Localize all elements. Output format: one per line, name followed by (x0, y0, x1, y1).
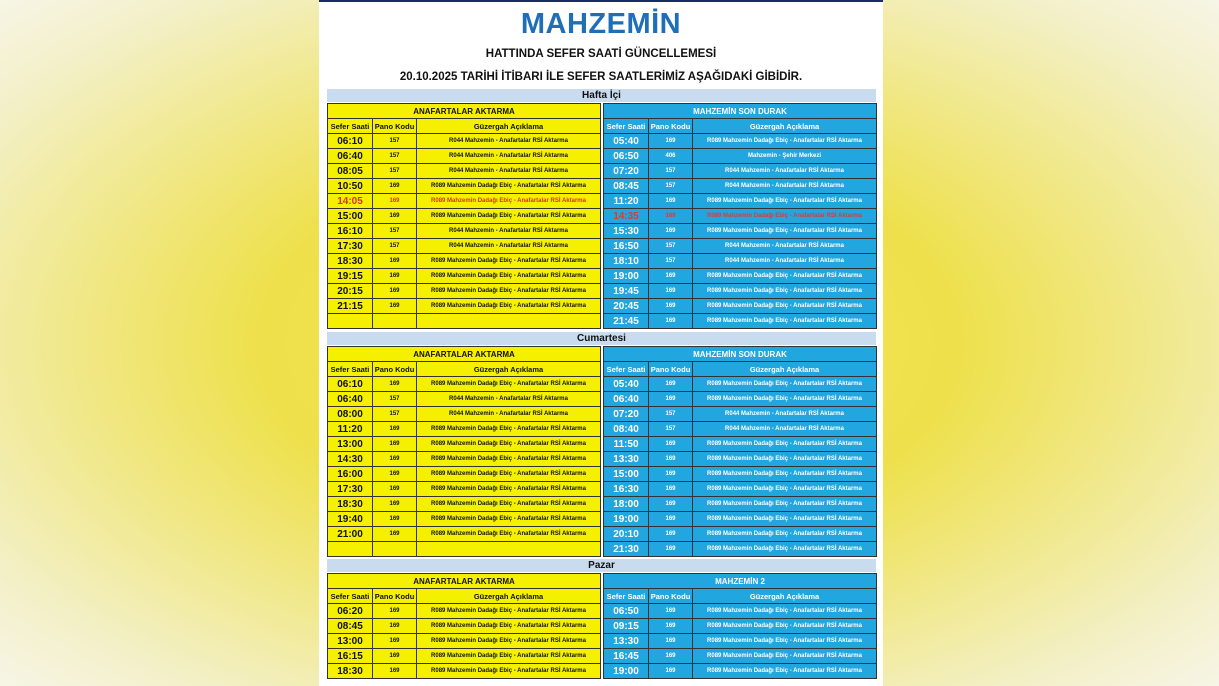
departure-time: 06:50 (604, 604, 649, 619)
board-code: 169 (649, 437, 693, 452)
table-row (604, 649, 877, 664)
table-row (604, 284, 877, 299)
departure-time: 06:50 (604, 149, 649, 164)
departure-time: 20:45 (604, 299, 649, 314)
departure-time: 13:00 (328, 634, 373, 649)
table-row (604, 209, 877, 224)
table-row (328, 239, 601, 254)
board-code: 169 (649, 664, 693, 679)
table-row (328, 542, 601, 557)
route-description: R044 Mahzemin - Anafartalar RSİ Aktarma (693, 254, 877, 269)
weekday-right-table (603, 103, 877, 329)
board-code: 169 (373, 437, 417, 452)
board-code (373, 542, 417, 557)
table-row (604, 149, 877, 164)
board-code: 169 (649, 392, 693, 407)
board-code: 157 (373, 164, 417, 179)
departure-time: 06:20 (328, 604, 373, 619)
table-row (604, 619, 877, 634)
departure-time: 18:10 (604, 254, 649, 269)
table-row (604, 377, 877, 392)
route-description (417, 542, 601, 557)
board-code: 169 (373, 299, 417, 314)
board-code: 157 (373, 407, 417, 422)
board-code: 169 (373, 179, 417, 194)
route-description: R089 Mahzemin Dadağı Ebiç - Anafartalar RSİ Aktarma (417, 422, 601, 437)
table-row (604, 512, 877, 527)
table-row (604, 497, 877, 512)
board-code: 169 (649, 512, 693, 527)
table-row (328, 254, 601, 269)
route-description: R089 Mahzemin Dadağı Ebiç - Anafartalar RSİ Aktarma (417, 284, 601, 299)
table-row (328, 299, 601, 314)
board-code: 169 (649, 377, 693, 392)
departure-time: 06:40 (328, 149, 373, 164)
table-row (604, 422, 877, 437)
departure-time: 08:45 (328, 619, 373, 634)
table-row (604, 542, 877, 557)
table-row (604, 604, 877, 619)
departure-time: 18:30 (328, 664, 373, 679)
table-row (604, 194, 877, 209)
table-row (328, 649, 601, 664)
route-description: R044 Mahzemin - Anafartalar RSİ Aktarma (693, 407, 877, 422)
route-description: R044 Mahzemin - Anafartalar RSİ Aktarma (417, 407, 601, 422)
route-description: R089 Mahzemin Dadağı Ebiç - Anafartalar RSİ Aktarma (693, 134, 877, 149)
route-description: R089 Mahzemin Dadağı Ebiç - Anafartalar RSİ Aktarma (693, 512, 877, 527)
table-row (328, 377, 601, 392)
departure-time: 07:20 (604, 164, 649, 179)
board-code: 169 (373, 194, 417, 209)
table-row (604, 452, 877, 467)
departure-time: 08:00 (328, 407, 373, 422)
departure-time: 21:15 (328, 299, 373, 314)
board-code: 169 (649, 634, 693, 649)
departure-time: 17:30 (328, 482, 373, 497)
column-header-code: Pano Kodu (373, 119, 417, 134)
top-border (319, 0, 883, 2)
departure-time: 16:15 (328, 649, 373, 664)
board-code: 169 (649, 604, 693, 619)
board-code: 157 (373, 392, 417, 407)
column-header-time: Sefer Saati (328, 589, 373, 604)
departure-time: 06:40 (604, 392, 649, 407)
board-code (373, 314, 417, 329)
route-description: R089 Mahzemin Dadağı Ebiç - Anafartalar RSİ Aktarma (417, 497, 601, 512)
route-description: R089 Mahzemin Dadağı Ebiç - Anafartalar RSİ Aktarma (693, 527, 877, 542)
board-code: 157 (373, 224, 417, 239)
route-description: R089 Mahzemin Dadağı Ebiç - Anafartalar RSİ Aktarma (693, 284, 877, 299)
route-description: R089 Mahzemin Dadağı Ebiç - Anafartalar RSİ Aktarma (693, 314, 877, 329)
table-title-row (604, 104, 877, 119)
board-code: 169 (649, 482, 693, 497)
departure-time: 20:15 (328, 284, 373, 299)
table-row (328, 269, 601, 284)
sunday-right-table (603, 573, 877, 679)
table-row (328, 619, 601, 634)
table-title: MAHZEMİN SON DURAK (604, 347, 877, 362)
table-row (604, 254, 877, 269)
departure-time: 17:30 (328, 239, 373, 254)
board-code: 169 (649, 542, 693, 557)
board-code: 169 (373, 269, 417, 284)
board-code: 169 (373, 604, 417, 619)
departure-time: 16:10 (328, 224, 373, 239)
departure-time: 19:00 (604, 269, 649, 284)
route-description: R044 Mahzemin - Anafartalar RSİ Aktarma (417, 392, 601, 407)
departure-time: 11:20 (604, 194, 649, 209)
table-row (328, 284, 601, 299)
route-description: R089 Mahzemin Dadağı Ebiç - Anafartalar RSİ Aktarma (693, 209, 877, 224)
table-row (328, 209, 601, 224)
board-code: 169 (649, 619, 693, 634)
route-description: R089 Mahzemin Dadağı Ebiç - Anafartalar RSİ Aktarma (417, 209, 601, 224)
board-code: 157 (649, 164, 693, 179)
route-description: R089 Mahzemin Dadağı Ebiç - Anafartalar RSİ Aktarma (693, 194, 877, 209)
table-row (328, 452, 601, 467)
route-description: R089 Mahzemin Dadağı Ebiç - Anafartalar RSİ Aktarma (417, 664, 601, 679)
departure-time: 21:30 (604, 542, 649, 557)
table-row (328, 164, 601, 179)
route-description: R089 Mahzemin Dadağı Ebiç - Anafartalar RSİ Aktarma (693, 467, 877, 482)
table-title-row (604, 347, 877, 362)
section-header-weekday: Hafta İçi (327, 89, 876, 102)
table-row (328, 497, 601, 512)
board-code: 157 (649, 254, 693, 269)
column-header-code: Pano Kodu (373, 589, 417, 604)
route-description: R089 Mahzemin Dadağı Ebiç - Anafartalar RSİ Aktarma (417, 299, 601, 314)
table-row (604, 527, 877, 542)
column-header-code: Pano Kodu (649, 362, 693, 377)
route-description: R089 Mahzemin Dadağı Ebiç - Anafartalar RSİ Aktarma (417, 179, 601, 194)
column-header-time: Sefer Saati (604, 119, 649, 134)
column-header-code: Pano Kodu (649, 589, 693, 604)
table-row (604, 437, 877, 452)
column-header-row (328, 589, 601, 604)
board-code: 169 (373, 422, 417, 437)
route-description: R089 Mahzemin Dadağı Ebiç - Anafartalar RSİ Aktarma (693, 452, 877, 467)
route-description: R044 Mahzemin - Anafartalar RSİ Aktarma (693, 164, 877, 179)
column-header-time: Sefer Saati (328, 119, 373, 134)
board-code: 157 (373, 134, 417, 149)
board-code: 169 (649, 527, 693, 542)
route-description: R089 Mahzemin Dadağı Ebiç - Anafartalar RSİ Aktarma (417, 649, 601, 664)
board-code: 169 (649, 452, 693, 467)
table-row (328, 422, 601, 437)
departure-time: 13:00 (328, 437, 373, 452)
table-row (328, 527, 601, 542)
departure-time: 15:00 (328, 209, 373, 224)
route-description: R089 Mahzemin Dadağı Ebiç - Anafartalar RSİ Aktarma (417, 619, 601, 634)
table-title: MAHZEMİN SON DURAK (604, 104, 877, 119)
departure-time: 20:10 (604, 527, 649, 542)
departure-time: 14:35 (604, 209, 649, 224)
table-row (328, 467, 601, 482)
board-code: 169 (373, 377, 417, 392)
route-description: R044 Mahzemin - Anafartalar RSİ Aktarma (693, 422, 877, 437)
board-code: 169 (649, 224, 693, 239)
departure-time: 13:30 (604, 634, 649, 649)
effective-date-notice: 20.10.2025 TARİHİ İTİBARI İLE SEFER SAATLERİMİZ AŞAĞIDAKİ GİBİDİR. (399, 71, 803, 83)
table-row (604, 482, 877, 497)
route-description: R089 Mahzemin Dadağı Ebiç - Anafartalar RSİ Aktarma (417, 527, 601, 542)
table-title: ANAFARTALAR AKTARMA (328, 574, 601, 589)
route-description: Mahzemin - Şehir Merkezi (693, 149, 877, 164)
board-code: 169 (649, 284, 693, 299)
table-row (328, 482, 601, 497)
saturday-left-table (327, 346, 601, 557)
route-description: R089 Mahzemin Dadağı Ebiç - Anafartalar RSİ Aktarma (417, 467, 601, 482)
departure-time: 05:40 (604, 377, 649, 392)
table-row (328, 194, 601, 209)
route-description (417, 314, 601, 329)
table-title: MAHZEMİN 2 (604, 574, 877, 589)
board-code: 157 (373, 239, 417, 254)
board-code: 169 (373, 254, 417, 269)
table-row (328, 664, 601, 679)
table-row (604, 164, 877, 179)
departure-time (328, 314, 373, 329)
document-title: MAHZEMİN (520, 8, 682, 40)
table-row (604, 239, 877, 254)
table-row (604, 224, 877, 239)
table-row (328, 407, 601, 422)
sunday-left-table (327, 573, 601, 679)
column-header-code: Pano Kodu (373, 362, 417, 377)
board-code: 169 (649, 299, 693, 314)
board-code: 169 (649, 314, 693, 329)
board-code: 169 (373, 664, 417, 679)
route-description: R089 Mahzemin Dadağı Ebiç - Anafartalar RSİ Aktarma (417, 512, 601, 527)
table-row (604, 467, 877, 482)
column-header-row (604, 119, 877, 134)
table-row (604, 269, 877, 284)
route-description: R089 Mahzemin Dadağı Ebiç - Anafartalar RSİ Aktarma (693, 377, 877, 392)
board-code: 169 (373, 452, 417, 467)
route-description: R044 Mahzemin - Anafartalar RSİ Aktarma (693, 179, 877, 194)
route-description: R044 Mahzemin - Anafartalar RSİ Aktarma (417, 149, 601, 164)
route-description: R089 Mahzemin Dadağı Ebiç - Anafartalar RSİ Aktarma (693, 437, 877, 452)
departure-time: 06:10 (328, 377, 373, 392)
departure-time: 13:30 (604, 452, 649, 467)
route-description: R089 Mahzemin Dadağı Ebiç - Anafartalar RSİ Aktarma (693, 542, 877, 557)
board-code: 169 (373, 209, 417, 224)
departure-time: 16:00 (328, 467, 373, 482)
departure-time: 15:30 (604, 224, 649, 239)
route-description: R089 Mahzemin Dadağı Ebiç - Anafartalar RSİ Aktarma (417, 604, 601, 619)
board-code: 169 (649, 209, 693, 224)
section-header-saturday: Cumartesi (327, 332, 876, 345)
departure-time: 05:40 (604, 134, 649, 149)
board-code: 406 (649, 149, 693, 164)
table-row (328, 604, 601, 619)
table-title: ANAFARTALAR AKTARMA (328, 347, 601, 362)
table-row (328, 134, 601, 149)
route-description: R089 Mahzemin Dadağı Ebiç - Anafartalar RSİ Aktarma (693, 619, 877, 634)
table-title-row (328, 104, 601, 119)
column-header-time: Sefer Saati (604, 362, 649, 377)
route-description: R089 Mahzemin Dadağı Ebiç - Anafartalar RSİ Aktarma (693, 392, 877, 407)
table-row (328, 634, 601, 649)
section-header-sunday: Pazar (327, 559, 876, 572)
route-description: R089 Mahzemin Dadağı Ebiç - Anafartalar RSİ Aktarma (693, 604, 877, 619)
departure-time: 19:45 (604, 284, 649, 299)
board-code: 169 (649, 467, 693, 482)
route-description: R089 Mahzemin Dadağı Ebiç - Anafartalar RSİ Aktarma (693, 482, 877, 497)
board-code: 169 (649, 194, 693, 209)
column-header-route: Güzergah Açıklama (693, 119, 877, 134)
route-description: R044 Mahzemin - Anafartalar RSİ Aktarma (417, 134, 601, 149)
departure-time: 19:15 (328, 269, 373, 284)
board-code: 169 (649, 269, 693, 284)
table-row (328, 179, 601, 194)
board-code: 169 (373, 512, 417, 527)
column-header-route: Güzergah Açıklama (417, 589, 601, 604)
table-row (328, 314, 601, 329)
board-code: 157 (649, 239, 693, 254)
route-description: R089 Mahzemin Dadağı Ebiç - Anafartalar RSİ Aktarma (417, 194, 601, 209)
departure-time: 18:00 (604, 497, 649, 512)
table-row (604, 314, 877, 329)
departure-time: 16:45 (604, 649, 649, 664)
board-code: 169 (373, 284, 417, 299)
departure-time: 11:50 (604, 437, 649, 452)
table-row (604, 179, 877, 194)
column-header-time: Sefer Saati (328, 362, 373, 377)
departure-time: 08:05 (328, 164, 373, 179)
table-row (328, 392, 601, 407)
table-row (604, 134, 877, 149)
column-header-row (328, 362, 601, 377)
column-header-route: Güzergah Açıklama (693, 362, 877, 377)
document-subtitle: HATTINDA SEFER SAATİ GÜNCELLEMESİ (485, 48, 717, 60)
route-description: R089 Mahzemin Dadağı Ebiç - Anafartalar RSİ Aktarma (693, 649, 877, 664)
departure-time: 21:00 (328, 527, 373, 542)
departure-time: 19:40 (328, 512, 373, 527)
board-code: 169 (649, 497, 693, 512)
route-description: R089 Mahzemin Dadağı Ebiç - Anafartalar RSİ Aktarma (693, 634, 877, 649)
table-title-row (328, 347, 601, 362)
route-description: R044 Mahzemin - Anafartalar RSİ Aktarma (693, 239, 877, 254)
board-code: 169 (649, 649, 693, 664)
departure-time: 09:15 (604, 619, 649, 634)
route-description: R089 Mahzemin Dadağı Ebiç - Anafartalar RSİ Aktarma (693, 269, 877, 284)
saturday-right-table (603, 346, 877, 557)
board-code: 157 (649, 179, 693, 194)
departure-time: 19:00 (604, 664, 649, 679)
table-row (604, 392, 877, 407)
route-description: R089 Mahzemin Dadağı Ebiç - Anafartalar RSİ Aktarma (417, 377, 601, 392)
departure-time: 19:00 (604, 512, 649, 527)
departure-time: 15:00 (604, 467, 649, 482)
departure-time (328, 542, 373, 557)
route-description: R089 Mahzemin Dadağı Ebiç - Anafartalar RSİ Aktarma (693, 664, 877, 679)
route-description: R089 Mahzemin Dadağı Ebiç - Anafartalar RSİ Aktarma (693, 299, 877, 314)
route-description: R044 Mahzemin - Anafartalar RSİ Aktarma (417, 164, 601, 179)
column-header-route: Güzergah Açıklama (417, 362, 601, 377)
departure-time: 18:30 (328, 254, 373, 269)
column-header-route: Güzergah Açıklama (417, 119, 601, 134)
board-code: 169 (373, 619, 417, 634)
route-description: R089 Mahzemin Dadağı Ebiç - Anafartalar RSİ Aktarma (417, 452, 601, 467)
schedule-document (319, 0, 883, 686)
route-description: R089 Mahzemin Dadağı Ebiç - Anafartalar RSİ Aktarma (417, 269, 601, 284)
route-description: R044 Mahzemin - Anafartalar RSİ Aktarma (417, 239, 601, 254)
column-header-row (604, 589, 877, 604)
board-code: 169 (649, 134, 693, 149)
route-description: R089 Mahzemin Dadağı Ebiç - Anafartalar RSİ Aktarma (693, 497, 877, 512)
board-code: 157 (649, 422, 693, 437)
board-code: 169 (373, 497, 417, 512)
table-row (328, 437, 601, 452)
table-row (604, 634, 877, 649)
table-title-row (604, 574, 877, 589)
board-code: 169 (373, 634, 417, 649)
table-title-row (328, 574, 601, 589)
board-code: 169 (373, 649, 417, 664)
table-row (604, 407, 877, 422)
column-header-code: Pano Kodu (649, 119, 693, 134)
departure-time: 14:30 (328, 452, 373, 467)
board-code: 169 (373, 527, 417, 542)
column-header-route: Güzergah Açıklama (693, 589, 877, 604)
board-code: 157 (373, 149, 417, 164)
column-header-row (604, 362, 877, 377)
departure-time: 07:20 (604, 407, 649, 422)
route-description: R089 Mahzemin Dadağı Ebiç - Anafartalar RSİ Aktarma (417, 437, 601, 452)
table-row (328, 149, 601, 164)
departure-time: 14:05 (328, 194, 373, 209)
column-header-row (328, 119, 601, 134)
departure-time: 06:40 (328, 392, 373, 407)
route-description: R089 Mahzemin Dadağı Ebiç - Anafartalar RSİ Aktarma (417, 482, 601, 497)
departure-time: 18:30 (328, 497, 373, 512)
departure-time: 08:45 (604, 179, 649, 194)
table-title: ANAFARTALAR AKTARMA (328, 104, 601, 119)
departure-time: 16:30 (604, 482, 649, 497)
departure-time: 16:50 (604, 239, 649, 254)
weekday-left-table (327, 103, 601, 329)
table-row (328, 512, 601, 527)
departure-time: 11:20 (328, 422, 373, 437)
board-code: 169 (373, 482, 417, 497)
route-description: R089 Mahzemin Dadağı Ebiç - Anafartalar RSİ Aktarma (417, 634, 601, 649)
table-row (604, 664, 877, 679)
departure-time: 06:10 (328, 134, 373, 149)
route-description: R044 Mahzemin - Anafartalar RSİ Aktarma (417, 224, 601, 239)
board-code: 157 (649, 407, 693, 422)
route-description: R089 Mahzemin Dadağı Ebiç - Anafartalar RSİ Aktarma (417, 254, 601, 269)
table-row (328, 224, 601, 239)
table-row (604, 299, 877, 314)
board-code: 169 (373, 467, 417, 482)
column-header-time: Sefer Saati (604, 589, 649, 604)
departure-time: 10:50 (328, 179, 373, 194)
route-description: R089 Mahzemin Dadağı Ebiç - Anafartalar RSİ Aktarma (693, 224, 877, 239)
departure-time: 21:45 (604, 314, 649, 329)
departure-time: 08:40 (604, 422, 649, 437)
